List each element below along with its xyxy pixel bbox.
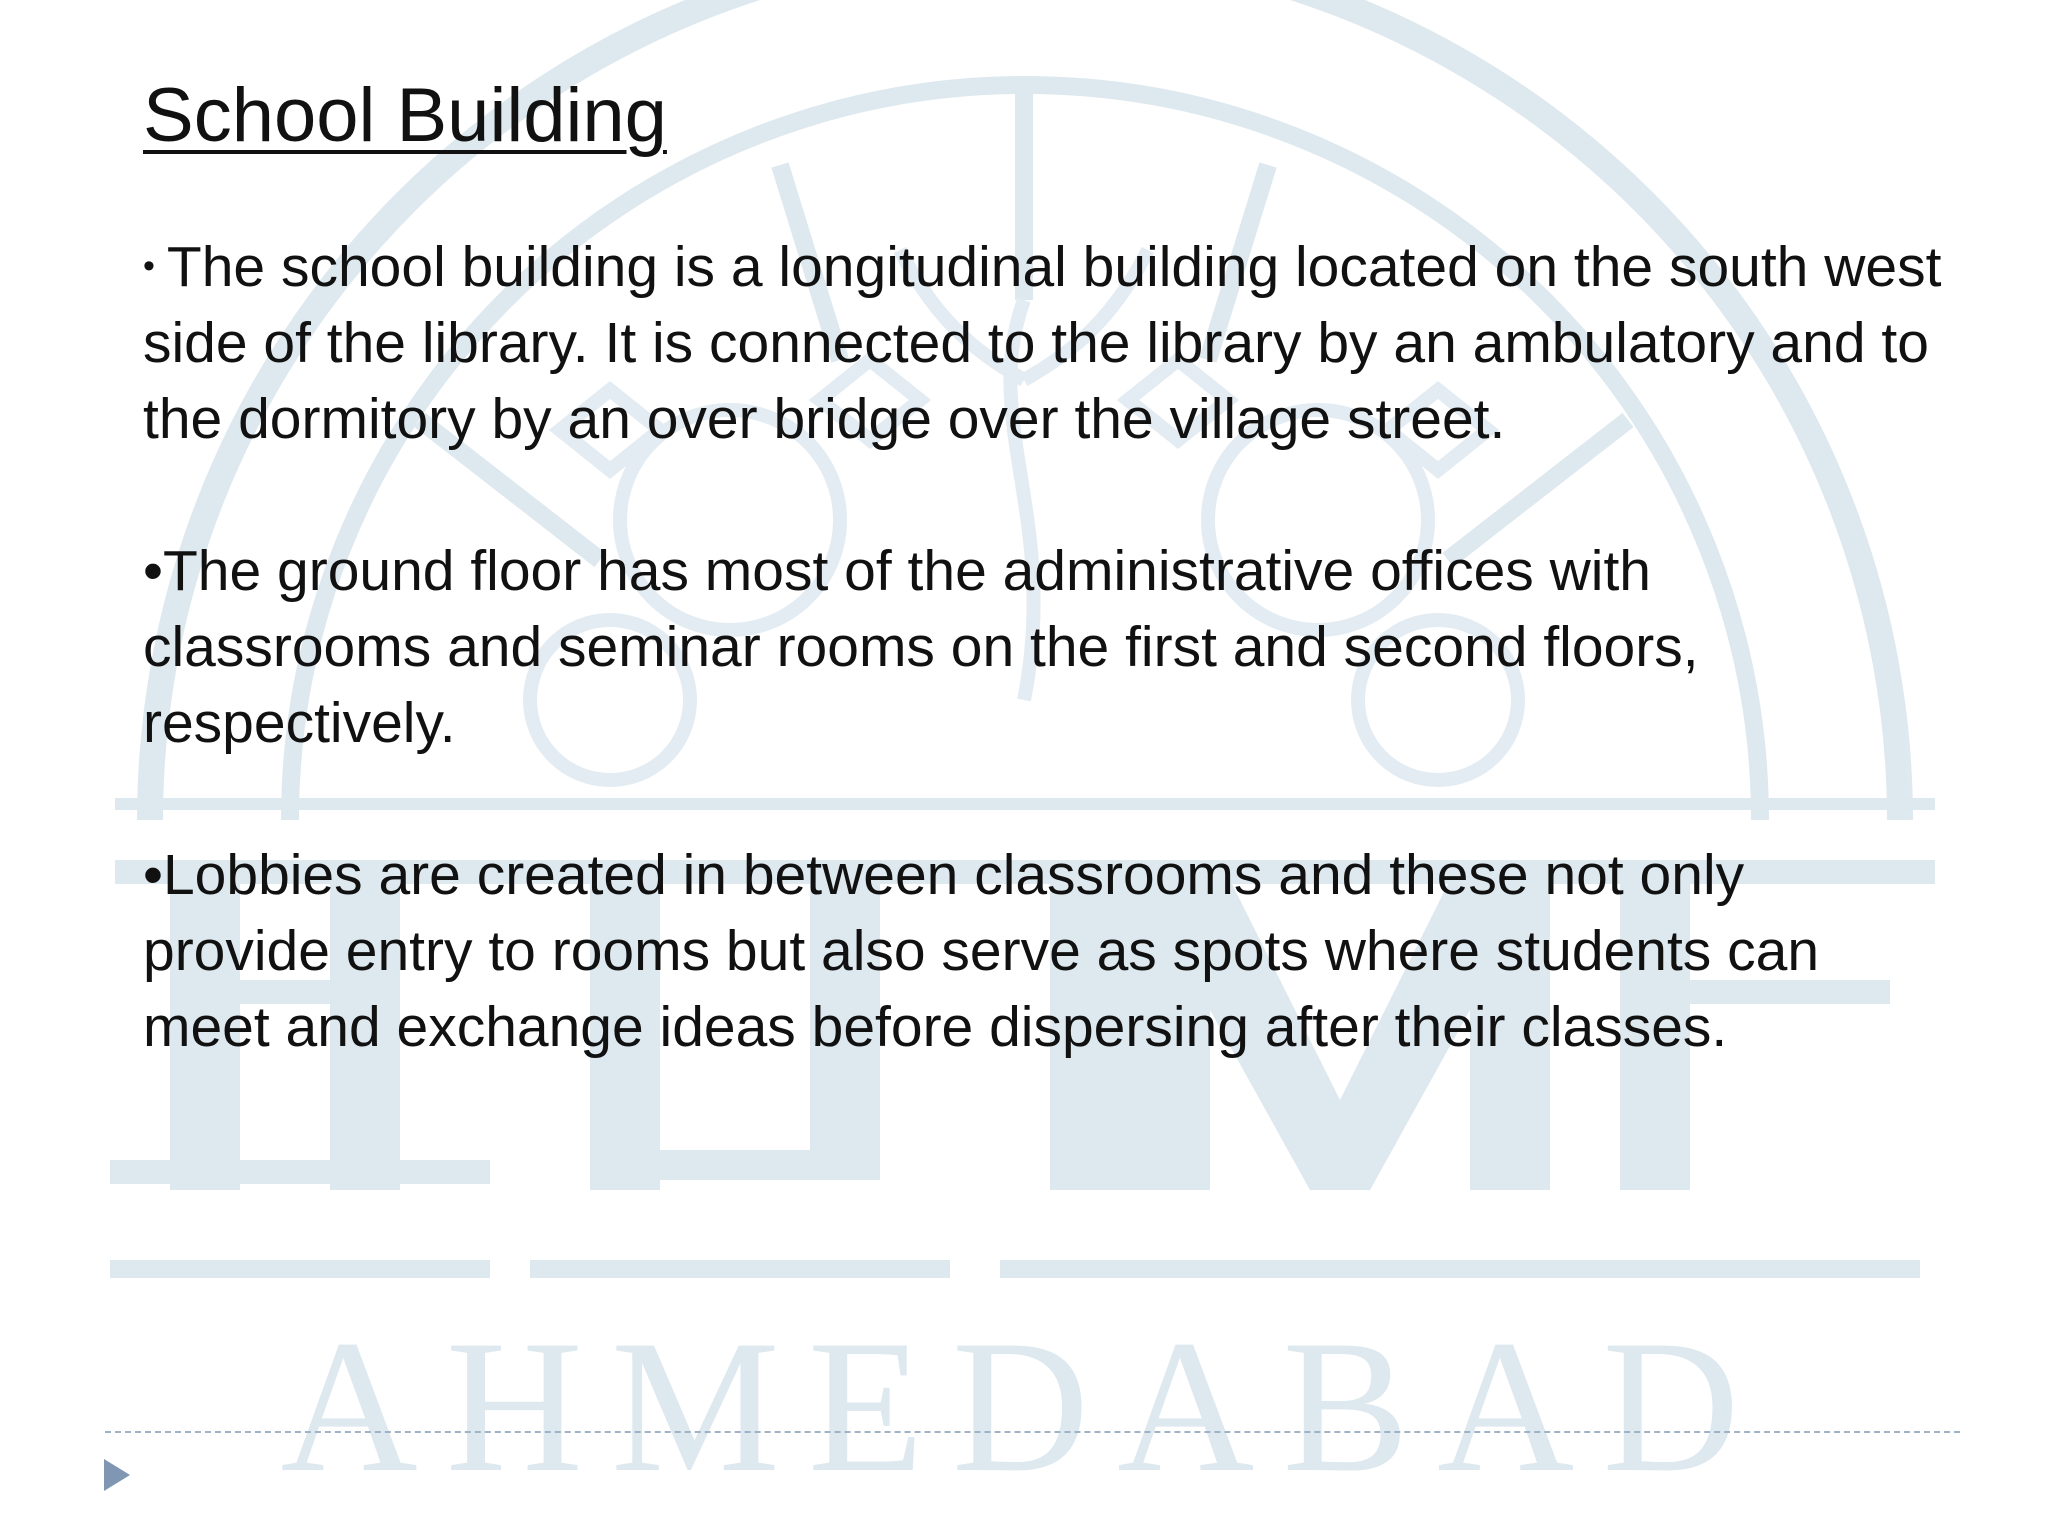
paragraph-2 [143,533,1943,761]
slide-body [143,228,1943,1141]
watermark-city-text: AHMEDABAD [280,1302,1768,1512]
paragraph-text: The ground floor has most of the administrative offices with classrooms and seminar rooms on the first and second floors, respectively. [143,539,1699,755]
paragraph-1 [143,228,1943,457]
bullet-icon: • [143,247,155,285]
paragraph-3 [143,837,1943,1065]
paragraph-text: Lobbies are created in between classrooms and these not only provide entry to rooms but also serve as spots where students can meet and exchange ideas before dispersing after their classes. [143,843,1820,1059]
slide-title: School Building [143,73,667,158]
paragraph-text: The school building is a longitudinal building located on the south west side of the library. It is connected to the library by an ambulatory and to the dormitory by an over bridge over the village street. [143,235,1942,451]
bullet-icon: • [143,539,163,603]
footer-divider [105,1431,1960,1433]
bullet-icon: • [143,843,163,907]
triangle-right-icon [100,1455,134,1495]
